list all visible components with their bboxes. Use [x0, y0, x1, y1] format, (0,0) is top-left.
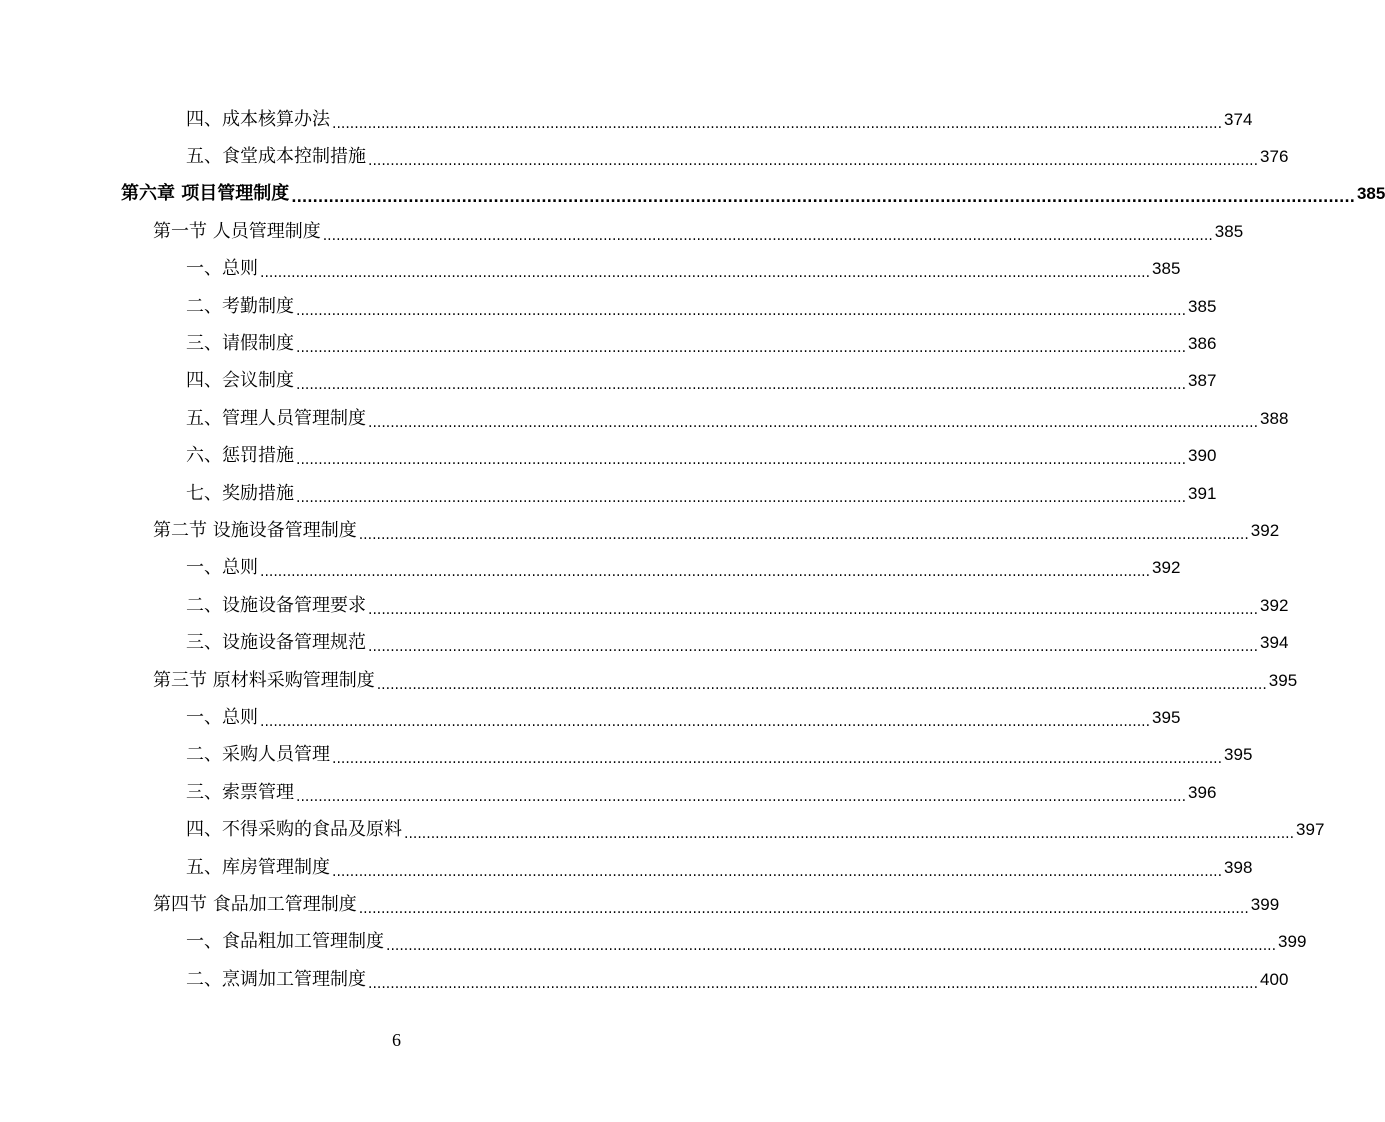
toc-entry-title: 一、总则	[186, 706, 258, 728]
toc-entry-title: 五、管理人员管理制度	[186, 407, 366, 429]
dot-leader: ........................................................................................................................................................................................................	[368, 414, 1259, 431]
toc-entry-page: 385	[1152, 259, 1181, 279]
dot-leader: ........................................................................................................................................................................................................	[260, 564, 1151, 581]
toc-entry-title: 第四节 食品加工管理制度	[153, 893, 357, 915]
toc-entry-page: 385	[1214, 221, 1244, 241]
toc-entry-page: 399	[1250, 894, 1280, 914]
toc-entry[interactable]	[0, 325, 1217, 362]
toc-entry-page: 392	[1152, 558, 1181, 578]
toc-entry-title: 二、考勤制度	[186, 295, 294, 317]
toc-entry-title: 三、请假制度	[186, 333, 294, 355]
toc-entry[interactable]	[0, 288, 1217, 325]
toc-entry-title: 四、不得采购的食品及原料	[186, 819, 402, 841]
toc-section-entry[interactable]	[0, 662, 1298, 699]
toc-entry-page: 394	[1260, 633, 1289, 653]
toc-entry-title: 一、总则	[186, 557, 258, 579]
toc-entry-page: 398	[1224, 857, 1253, 877]
dot-leader: ........................................................................................................................................................................................................	[376, 676, 1267, 693]
toc-entry-page: 397	[1296, 820, 1325, 840]
toc-entry[interactable]	[0, 699, 1181, 736]
toc-entry-page: 400	[1260, 969, 1289, 989]
toc-entry[interactable]	[0, 774, 1217, 811]
toc-entry-title: 三、索票管理	[186, 781, 294, 803]
toc-entry[interactable]	[0, 924, 1307, 961]
toc-entry-page: 376	[1260, 147, 1289, 167]
toc-entry-title: 第三节 原材料采购管理制度	[153, 669, 375, 691]
dot-leader: ........................................................................................................................................................................................................	[368, 153, 1259, 170]
toc-entry-title: 四、会议制度	[186, 370, 294, 392]
toc-entry-title: 第二节 设施设备管理制度	[153, 519, 357, 541]
dot-leader: ........................................................................................................................................................................................................	[296, 377, 1187, 394]
toc-entry[interactable]	[0, 438, 1217, 475]
toc-entry-page: 395	[1224, 745, 1253, 765]
toc-entry[interactable]	[0, 624, 1289, 661]
dot-leader: ........................................................................................................................................................................................................	[368, 601, 1259, 618]
dot-leader: ........................................................................................................................................................................................................	[260, 265, 1151, 282]
dot-leader: ........................................................................................................................................................................................................	[260, 713, 1151, 730]
toc-entry[interactable]	[0, 363, 1217, 400]
page-number: 6	[392, 1030, 401, 1050]
toc-entry-title: 第六章 项目管理制度	[121, 183, 290, 205]
dot-leader: ........................................................................................................................................................................................................	[358, 900, 1249, 917]
toc-entry-title: 二、设施设备管理要求	[186, 594, 366, 616]
toc-entry-title: 三、设施设备管理规范	[186, 632, 366, 654]
dot-leader: ........................................................................................................................................................................................................	[332, 863, 1223, 880]
toc-entry-page: 390	[1188, 446, 1217, 466]
dot-leader: ........................................................................................................................................................................................................	[386, 938, 1277, 955]
toc-entry[interactable]	[0, 400, 1289, 437]
toc-section-entry[interactable]	[0, 512, 1280, 549]
toc-entry-title: 第一节 人员管理制度	[153, 220, 321, 242]
toc-entry-title: 五、食堂成本控制措施	[186, 146, 366, 168]
toc-entry[interactable]	[0, 961, 1289, 998]
dot-leader: ........................................................................................................................................................................................................	[358, 526, 1249, 543]
toc-entry-page: 392	[1250, 520, 1280, 540]
toc-entry-title: 五、库房管理制度	[186, 856, 330, 878]
table-of-contents	[0, 101, 1385, 998]
dot-leader: ........................................................................................................................................................................................................	[296, 788, 1187, 805]
toc-entry[interactable]	[0, 550, 1181, 587]
toc-entry-title: 一、总则	[186, 258, 258, 280]
toc-entry[interactable]	[0, 587, 1289, 624]
toc-entry-title: 二、采购人员管理	[186, 744, 330, 766]
toc-entry-page: 388	[1260, 408, 1289, 428]
toc-chapter-entry[interactable]	[0, 176, 1385, 213]
toc-entry-page: 387	[1188, 371, 1217, 391]
toc-entry-title: 七、奖励措施	[186, 482, 294, 504]
dot-leader: ........................................................................................................................................................................................................	[368, 975, 1259, 992]
dot-leader: ........................................................................................................................................................................................................	[322, 227, 1213, 244]
dot-leader: ........................................................................................................................................................................................................	[296, 302, 1187, 319]
toc-entry-page: 395	[1152, 707, 1181, 727]
toc-entry-page: 391	[1188, 483, 1217, 503]
toc-entry-page: 386	[1188, 334, 1217, 354]
dot-leader: ........................................................................................................................................................................................................	[332, 751, 1223, 768]
toc-entry[interactable]	[0, 737, 1253, 774]
toc-section-entry[interactable]	[0, 213, 1244, 250]
toc-entry-page: 374	[1224, 109, 1253, 129]
toc-entry[interactable]	[0, 101, 1253, 138]
toc-entry-title: 六、惩罚措施	[186, 445, 294, 467]
toc-entry-page: 392	[1260, 595, 1289, 615]
toc-entry-page: 399	[1278, 932, 1307, 952]
toc-entry[interactable]	[0, 475, 1217, 512]
dot-leader: ........................................................................................................................................................................................................	[296, 489, 1187, 506]
dot-leader: ........................................................................................................................................................................................................	[296, 340, 1187, 357]
toc-section-entry[interactable]	[0, 886, 1280, 923]
dot-leader: ........................................................................................................................................................................................................	[404, 826, 1295, 843]
toc-entry[interactable]	[0, 811, 1325, 848]
toc-entry-page: 385	[1356, 184, 1385, 204]
dot-leader: ........................................................................................................................................................................................................	[296, 452, 1187, 469]
toc-entry-page: 385	[1188, 296, 1217, 316]
dot-leader: ........................................................................................................................................................................................................	[368, 639, 1259, 656]
dot-leader: ........................................................................................................................................................................................................	[291, 190, 1355, 207]
dot-leader: ........................................................................................................................................................................................................	[332, 115, 1223, 132]
toc-entry[interactable]	[0, 849, 1253, 886]
toc-entry-page: 395	[1268, 670, 1298, 690]
toc-entry-title: 二、烹调加工管理制度	[186, 968, 366, 990]
toc-entry[interactable]	[0, 251, 1181, 288]
toc-entry-page: 396	[1188, 782, 1217, 802]
toc-entry-title: 一、食品粗加工管理制度	[186, 931, 384, 953]
toc-entry-title: 四、成本核算办法	[186, 108, 330, 130]
toc-entry[interactable]	[0, 138, 1289, 175]
